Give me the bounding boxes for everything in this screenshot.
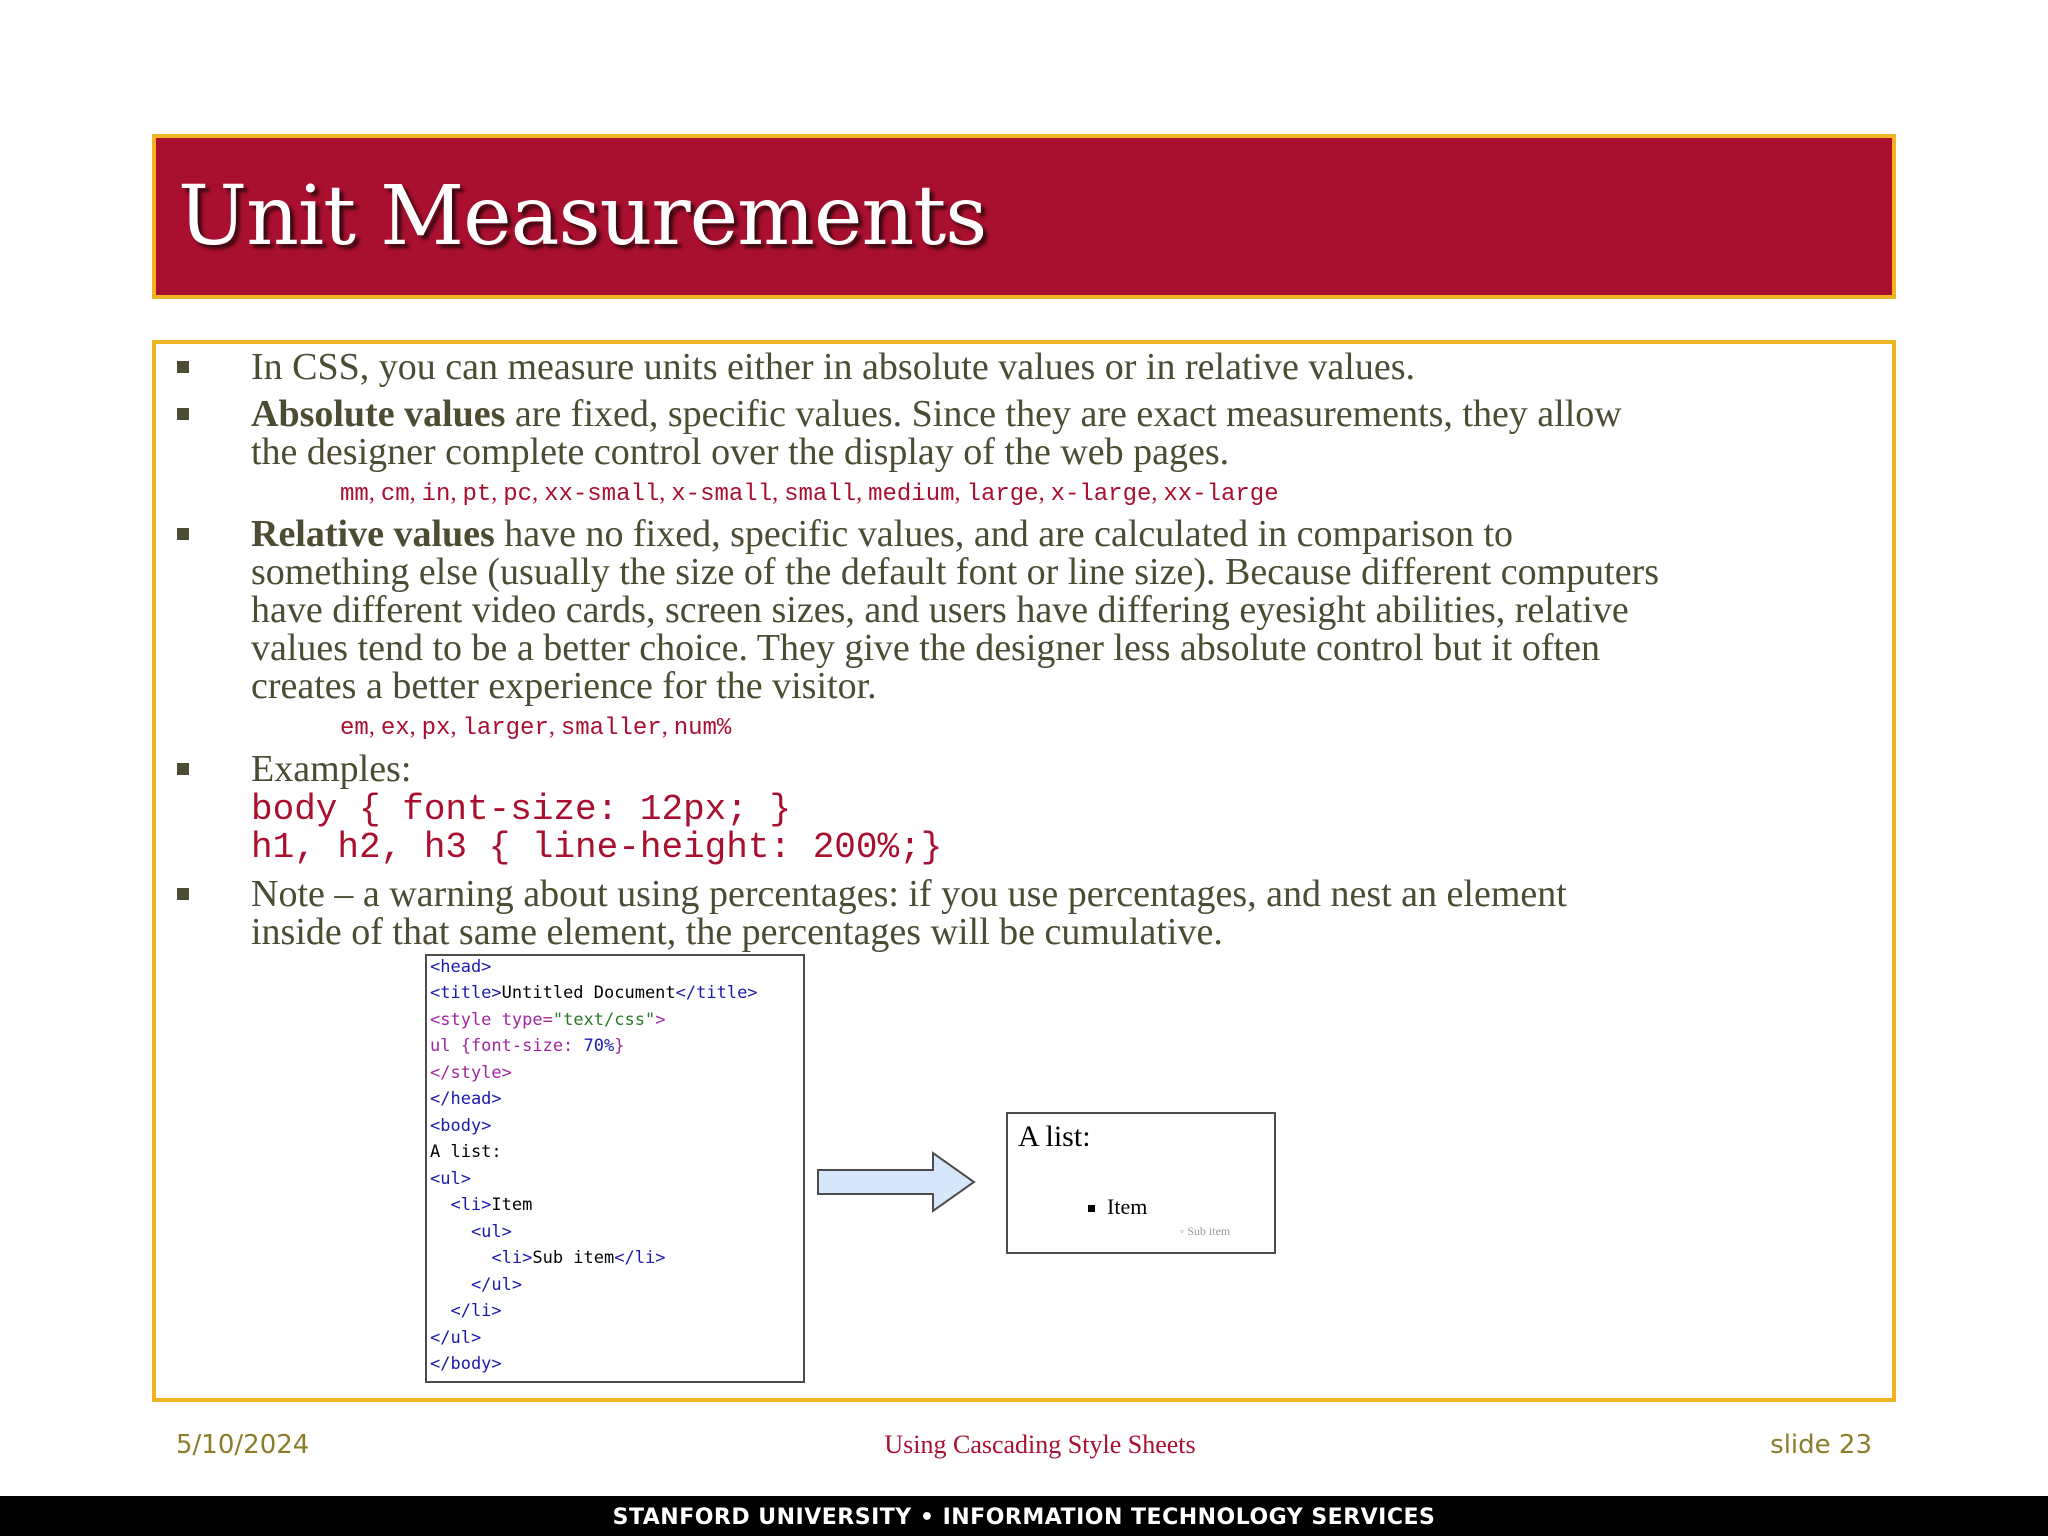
bullet-marker-2 bbox=[177, 408, 189, 420]
code-row: <ul> bbox=[430, 1222, 512, 1242]
unit-separator: , bbox=[368, 480, 381, 506]
code-row: <style type="text/css"> bbox=[430, 1010, 666, 1030]
footer-title: Using Cascading Style Sheets bbox=[884, 1430, 1196, 1459]
unit-separator: , bbox=[450, 480, 463, 506]
code-row: </ul> bbox=[430, 1328, 482, 1348]
unit-token: large bbox=[966, 481, 1039, 508]
code-row: <head> bbox=[430, 957, 492, 977]
unit-token: in bbox=[421, 481, 451, 508]
code-row: </li> bbox=[430, 1301, 502, 1321]
code-row: <ul> bbox=[430, 1169, 471, 1189]
unit-separator: , bbox=[548, 714, 561, 740]
absolute-values-term: Absolute values bbox=[251, 393, 506, 435]
slide-title: Unit Measurements bbox=[178, 169, 987, 264]
bullet-text-2-line2: the designer complete control over the display of the web pages. bbox=[251, 431, 1230, 473]
unit-separator: , bbox=[772, 480, 785, 506]
result-item: Item bbox=[1088, 1194, 1147, 1220]
unit-separator: , bbox=[1038, 480, 1051, 506]
code-row: </style> bbox=[430, 1063, 512, 1083]
unit-token: pc bbox=[503, 481, 533, 508]
unit-separator: , bbox=[491, 480, 504, 506]
bullet-text-3-rest: have no fixed, specific values, and are calculated in comparison to bbox=[494, 513, 1514, 555]
unit-separator: , bbox=[1151, 480, 1164, 506]
code-row: <title>Untitled Document</title> bbox=[430, 983, 758, 1003]
unit-separator: , bbox=[661, 714, 674, 740]
unit-separator: , bbox=[954, 480, 967, 506]
bullet-text-3-line5: creates a better experience for the visitor. bbox=[251, 665, 877, 707]
slide-number: slide 23 bbox=[1770, 1430, 1872, 1460]
unit-token: pt bbox=[462, 481, 492, 508]
code-row: </head> bbox=[430, 1089, 502, 1109]
code-example-2: h1, h2, h3 { line-height: 200%;} bbox=[251, 827, 943, 868]
bullet-text-4: Examples: bbox=[251, 748, 412, 790]
bullet-text-5: Note – a warning about using percentages: if you use percentages, and nest an element bbox=[251, 873, 1567, 915]
unit-token: x-large bbox=[1050, 481, 1152, 508]
unit-token: small bbox=[784, 481, 857, 508]
code-row: <body> bbox=[430, 1116, 492, 1136]
unit-token: em bbox=[340, 715, 369, 742]
code-row: </ul> bbox=[430, 1275, 523, 1295]
unit-separator: , bbox=[450, 714, 463, 740]
unit-token: larger bbox=[462, 715, 549, 742]
relative-values-term: Relative values bbox=[251, 513, 495, 555]
bullet-text-3-line2: something else (usually the size of the default font or line size). Because different computers bbox=[251, 551, 1660, 593]
unit-token: smaller bbox=[560, 715, 662, 742]
code-screenshot bbox=[425, 954, 805, 1383]
unit-separator: , bbox=[659, 480, 672, 506]
bullet-marker-5 bbox=[177, 888, 189, 900]
rendered-result bbox=[1006, 1112, 1276, 1254]
institution-band: STANFORD UNIVERSITY • INFORMATION TECHNOLOGY SERVICES bbox=[0, 1496, 2048, 1536]
unit-separator: , bbox=[532, 480, 545, 506]
bullet-text-2 bbox=[251, 395, 1871, 433]
bullet-marker-1 bbox=[177, 361, 189, 373]
title-bar bbox=[152, 134, 1896, 299]
code-row: ul {font-size: 70%} bbox=[430, 1036, 625, 1056]
bullet-text-3-line3: have different video cards, screen sizes, and users have differing eyesight abilities, relative bbox=[251, 589, 1629, 631]
absolute-units-list bbox=[340, 480, 1279, 508]
unit-token: cm bbox=[380, 481, 410, 508]
bullet-text-3 bbox=[251, 515, 1871, 553]
bullet-text-5-line2: inside of that same element, the percentages will be cumulative. bbox=[251, 911, 1223, 953]
unit-token: ex bbox=[380, 715, 410, 742]
code-row: <li>Item bbox=[430, 1195, 533, 1215]
code-row: </body> bbox=[430, 1354, 502, 1374]
unit-token: x-small bbox=[671, 481, 773, 508]
right-arrow-icon bbox=[816, 1150, 976, 1214]
unit-separator: , bbox=[856, 480, 869, 506]
unit-token: px bbox=[421, 715, 451, 742]
bullet-marker-3 bbox=[177, 528, 189, 540]
bullet-text-2-rest: are fixed, specific values. Since they are exact measurements, they allow bbox=[505, 393, 1622, 435]
unit-token: num% bbox=[673, 715, 732, 742]
footer-date: 5/10/2024 bbox=[176, 1430, 310, 1460]
unit-token: mm bbox=[340, 481, 369, 508]
unit-token: xx-large bbox=[1163, 481, 1279, 508]
bullet-marker-4 bbox=[177, 763, 189, 775]
code-example-1: body { font-size: 12px; } bbox=[251, 789, 792, 830]
result-label: A list: bbox=[1018, 1120, 1091, 1153]
bullet-text-1: In CSS, you can measure units either in absolute values or in relative values. bbox=[251, 346, 1415, 388]
unit-token: xx-small bbox=[544, 481, 660, 508]
unit-token: medium bbox=[868, 481, 955, 508]
code-row: <li>Sub item</li> bbox=[430, 1248, 666, 1268]
unit-separator: , bbox=[368, 714, 381, 740]
relative-units-list bbox=[340, 714, 731, 742]
bullet-text-3-line4: values tend to be a better choice. They give the designer less absolute control but it often bbox=[251, 627, 1600, 669]
code-row: A list: bbox=[430, 1142, 502, 1162]
result-sub-item: ◦ Sub item bbox=[1180, 1224, 1231, 1238]
unit-separator: , bbox=[409, 714, 422, 740]
unit-separator: , bbox=[409, 480, 422, 506]
